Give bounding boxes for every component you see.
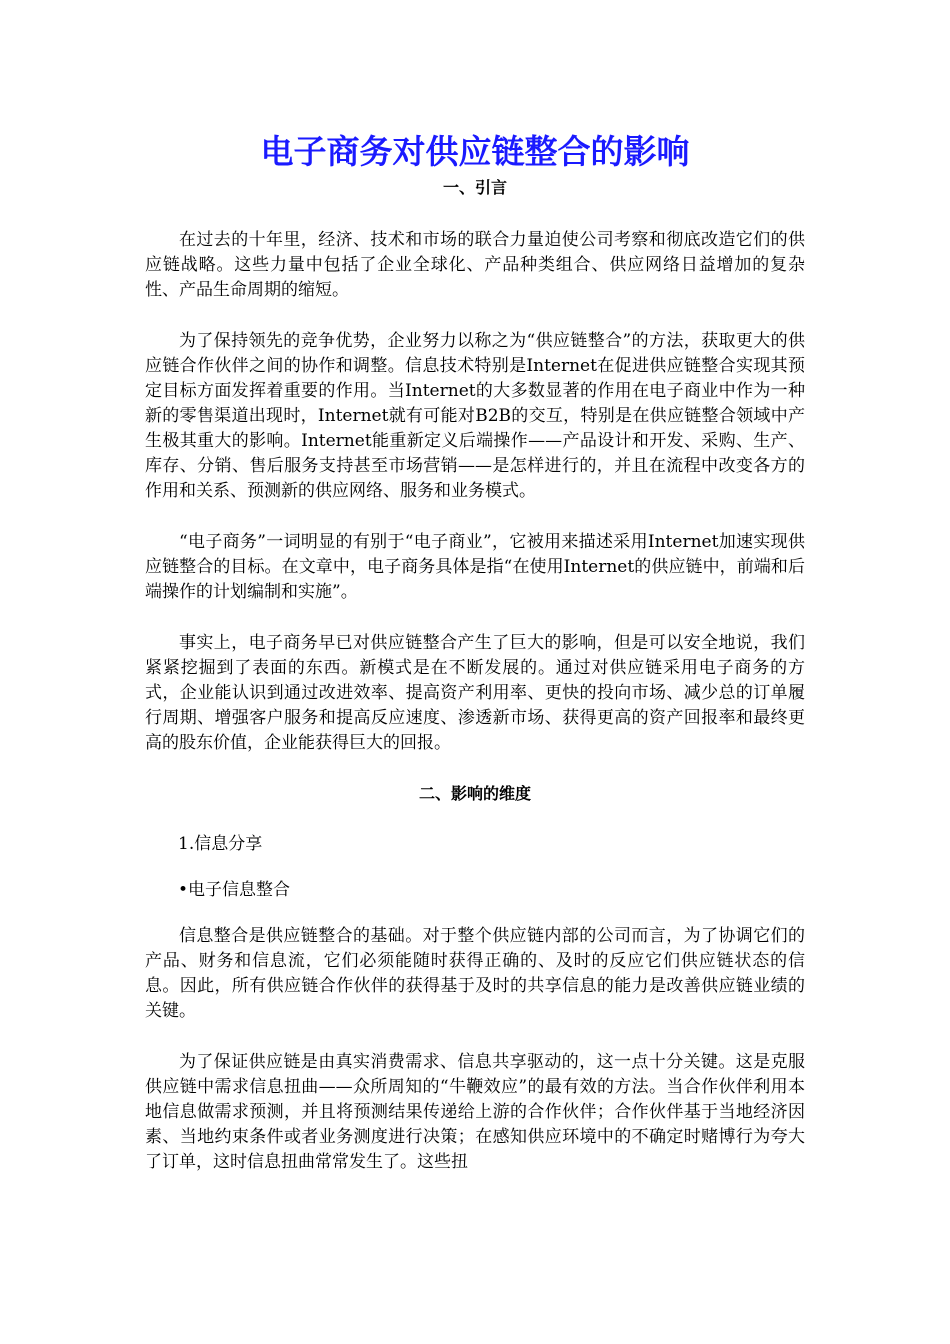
bullet-electronic-information-integration: •电子信息整合: [178, 880, 291, 900]
paragraph: 信息整合是供应链整合的基础。对于整个供应链内部的公司而言，为了协调它们的产品、财务和信息流，它们必须能随时获得正确的、及时的反应它们供应链状态的信息。因此，所有供应链合作伙伴的获得基于及时的共享信息的能力是改善供应链业绩的关键。: [145, 926, 805, 1021]
section-heading-dimensions: 二、影响的维度: [418, 784, 531, 803]
paragraph: 为了保证供应链是由真实消费需求、信息共享驱动的，这一点十分关键。这是克服供应链中需求信息扭曲——众所周知的“牛鞭效应”的最有效的方法。当合作伙伴利用本地信息做需求预测，并且将预测结果传递给上游的合作伙伴；合作伙伴基于当地经济因素、当地约束条件或者业务测度进行决策；在感知供应环境中的不确定时赌博行为夸大了订单，这时信息扭曲常常发生了。这些扭: [145, 1052, 805, 1172]
document-title: 电子商务对供应链整合的影响: [260, 132, 690, 171]
document-body: [145, 128, 805, 1201]
paragraph: 事实上，电子商务早已对供应链整合产生了巨大的影响，但是可以安全地说，我们紧紧挖掘到了表面的东西。新模式是在不断发展的。通过对供应链采用电子商务的方式，企业能认识到通过改进效率、提高资产利用率、更快的投向市场、减少总的订单履行周期、增强客户服务和提高反应速度、渗透新市场、获得更高的资产回报率和最终更高的股东价值，企业能获得巨大的回报。: [145, 633, 805, 753]
paragraph: “电子商务”一词明显的有别于“电子商业”，它被用来描述采用Internet加速实现供应链整合的目标。在文章中，电子商务具体是指“在使用Internet的供应链中，前端和后端操作的计划编制和实施”。: [145, 532, 805, 602]
subheading-information-sharing: 1.信息分享: [178, 834, 263, 854]
section-heading-introduction: 一、引言: [442, 178, 507, 197]
paragraph: 为了保持领先的竞争优势，企业努力以称之为“供应链整合”的方法，获取更大的供应链合作伙伴之间的协作和调整。信息技术特别是Internet在促进供应链整合实现其预定目标方面发挥着重要的作用。当Internet的大多数显著的作用在电子商业中作为一种新的零售渠道出现时，Internet就有可能对B2B的交互，特别是在供应链整合领域中产生极其重大的影响。Internet能重新定义后端操作——产品设计和开发、采购、生产、库存、分销、售后服务支持甚至市场营销——是怎样进行的，并且在流程中改变各方的作用和关系、预测新的供应网络、服务和业务模式。: [145, 331, 805, 501]
paragraph: 在过去的十年里，经济、技术和市场的联合力量迫使公司考察和彻底改造它们的供应链战略。这些力量中包括了企业全球化、产品种类组合、供应网络日益增加的复杂性、产品生命周期的缩短。: [145, 230, 805, 300]
